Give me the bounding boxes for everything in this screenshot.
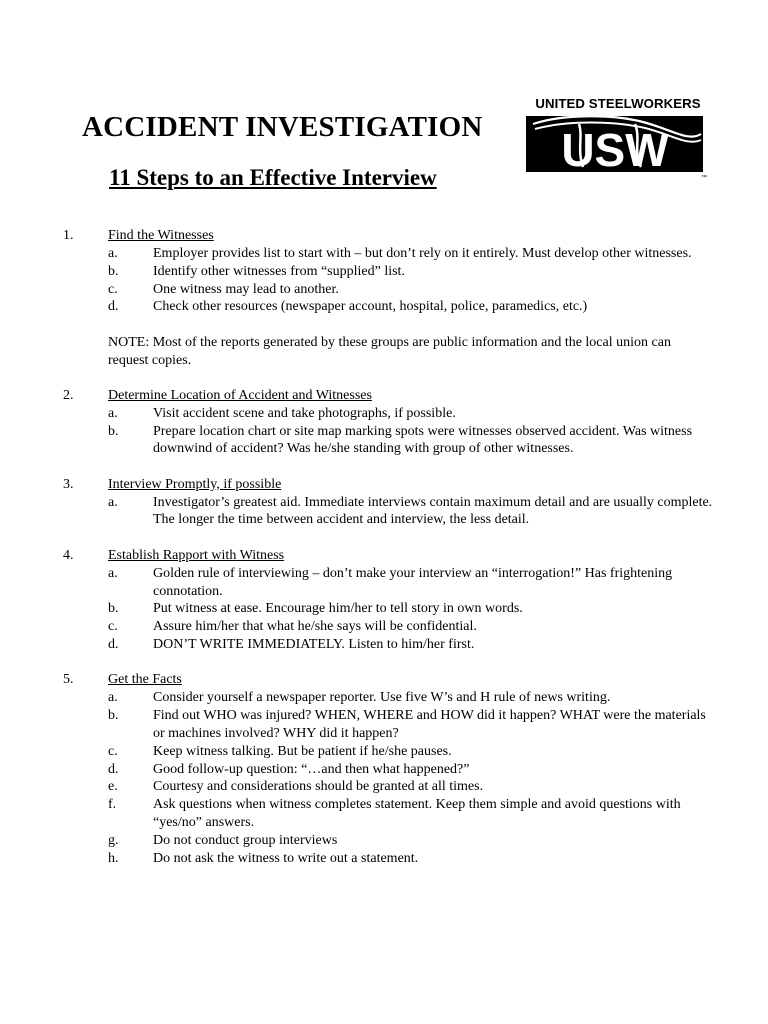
- item-text: Identify other witnesses from “supplied” list.: [153, 263, 405, 279]
- item-text: Visit accident scene and take photographs, if possible.: [153, 405, 456, 421]
- logo-mark-text: USW: [561, 124, 669, 176]
- item-letter: d.: [108, 637, 119, 653]
- item-text: Employer provides list to start with – but don’t rely on it entirely. Must develop other witnesses.: [153, 245, 692, 261]
- item-text: Prepare location chart or site map marking spots were witnesses observed accident. Was witness downwind of accident? Was he/she standing with group of other witnesses.: [153, 423, 693, 457]
- list-item: [108, 565, 713, 601]
- item-letter: d.: [108, 761, 119, 777]
- list-item: [108, 850, 713, 868]
- step-items: [108, 565, 768, 654]
- list-item: [108, 245, 713, 263]
- item-text: Good follow-up question: “…and then what happened?”: [153, 761, 470, 777]
- item-letter: h.: [108, 850, 119, 866]
- item-text: Do not conduct group interviews: [153, 832, 338, 848]
- list-item: [108, 405, 713, 423]
- list-item: [108, 618, 713, 636]
- item-text: Golden rule of interviewing – don’t make your interview an “interrogation!” Has frightening connotation.: [153, 565, 673, 599]
- item-letter: f.: [108, 797, 117, 813]
- list-item: [108, 689, 713, 707]
- item-letter: a.: [108, 405, 118, 421]
- list-item: [108, 423, 713, 459]
- item-text: DON’T WRITE IMMEDIATELY. Listen to him/her first.: [153, 637, 475, 653]
- step-items: [108, 245, 768, 316]
- item-text: Find out WHO was injured? WHEN, WHERE and HOW did it happen? WHAT were the materials or machines involved? WHY did it happen?: [153, 708, 706, 741]
- list-item: [108, 832, 713, 850]
- step-heading: Interview Promptly, if possible: [108, 476, 282, 492]
- list-item: [108, 263, 713, 281]
- item-text: Ask questions when witness completes statement. Keep them simple and avoid questions with “yes/no” answers.: [153, 797, 681, 831]
- list-item: [108, 298, 713, 316]
- logo-top-text: UNITED STEELWORKERS: [535, 96, 701, 111]
- step-heading: Determine Location of Accident and Witnesses: [108, 387, 372, 403]
- list-item: [108, 636, 713, 654]
- list-item: [108, 796, 713, 832]
- item-letter: b.: [108, 423, 119, 439]
- item-text: Keep witness talking. But be patient if he/she pauses.: [153, 743, 452, 759]
- item-letter: d.: [108, 299, 119, 315]
- list-item: [108, 778, 713, 796]
- step-items: [108, 494, 768, 530]
- step-2: [0, 387, 768, 458]
- step-5: [0, 671, 768, 867]
- item-letter: a.: [108, 565, 118, 581]
- step-items: [108, 689, 768, 867]
- step-number: 5.: [63, 672, 74, 688]
- list-item: [108, 743, 713, 761]
- item-text: Check other resources (newspaper account, hospital, police, paramedics, etc.): [153, 299, 588, 315]
- usw-logo: [523, 96, 708, 180]
- step-number: 3.: [63, 476, 74, 492]
- step-note: NOTE: Most of the reports generated by these groups are public information and the local union can request copies.: [108, 334, 671, 368]
- item-text: Do not ask the witness to write out a statement.: [153, 850, 419, 866]
- item-letter: b.: [108, 708, 119, 724]
- logo-tm: ™: [701, 175, 707, 180]
- item-text: Investigator’s greatest aid. Immediate interviews contain maximum detail and are usually complete. The longer the time between accident and interview, the less detail.: [153, 494, 713, 528]
- item-text: Assure him/her that what he/she says will be confidential.: [153, 619, 477, 635]
- item-text: One witness may lead to another.: [153, 281, 339, 297]
- step-heading: Get the Facts: [108, 672, 182, 688]
- item-letter: b.: [108, 601, 119, 617]
- document-subtitle: 11 Steps to an Effective Interview: [109, 165, 437, 191]
- step-heading: Establish Rapport with Witness: [108, 547, 285, 563]
- usw-logo-mark: [523, 112, 708, 180]
- item-text: Consider yourself a newspaper reporter. Use five W’s and H rule of news writing.: [153, 690, 611, 706]
- item-text: Courtesy and considerations should be granted at all times.: [153, 779, 484, 795]
- item-letter: a.: [108, 690, 118, 706]
- item-letter: c.: [108, 281, 118, 297]
- item-letter: a.: [108, 245, 118, 261]
- list-item: [108, 600, 713, 618]
- list-item: [108, 707, 713, 743]
- step-3: [0, 476, 768, 530]
- step-1: [0, 227, 768, 369]
- document-title: ACCIDENT INVESTIGATION: [82, 111, 483, 144]
- step-4: [0, 547, 768, 654]
- item-letter: e.: [108, 779, 118, 795]
- item-letter: c.: [108, 619, 118, 635]
- list-item: [108, 494, 713, 530]
- step-number: 1.: [63, 228, 74, 243]
- item-text: Put witness at ease. Encourage him/her to tell story in own words.: [153, 601, 523, 617]
- item-letter: b.: [108, 263, 119, 279]
- step-number: 2.: [63, 387, 74, 403]
- list-item: [108, 761, 713, 779]
- list-item: [108, 281, 713, 299]
- steps-list: [0, 227, 768, 885]
- item-letter: a.: [108, 494, 118, 510]
- item-letter: c.: [108, 743, 118, 759]
- item-letter: g.: [108, 832, 119, 848]
- step-items: [108, 405, 768, 459]
- step-number: 4.: [63, 547, 74, 563]
- step-heading: Find the Witnesses: [108, 228, 214, 243]
